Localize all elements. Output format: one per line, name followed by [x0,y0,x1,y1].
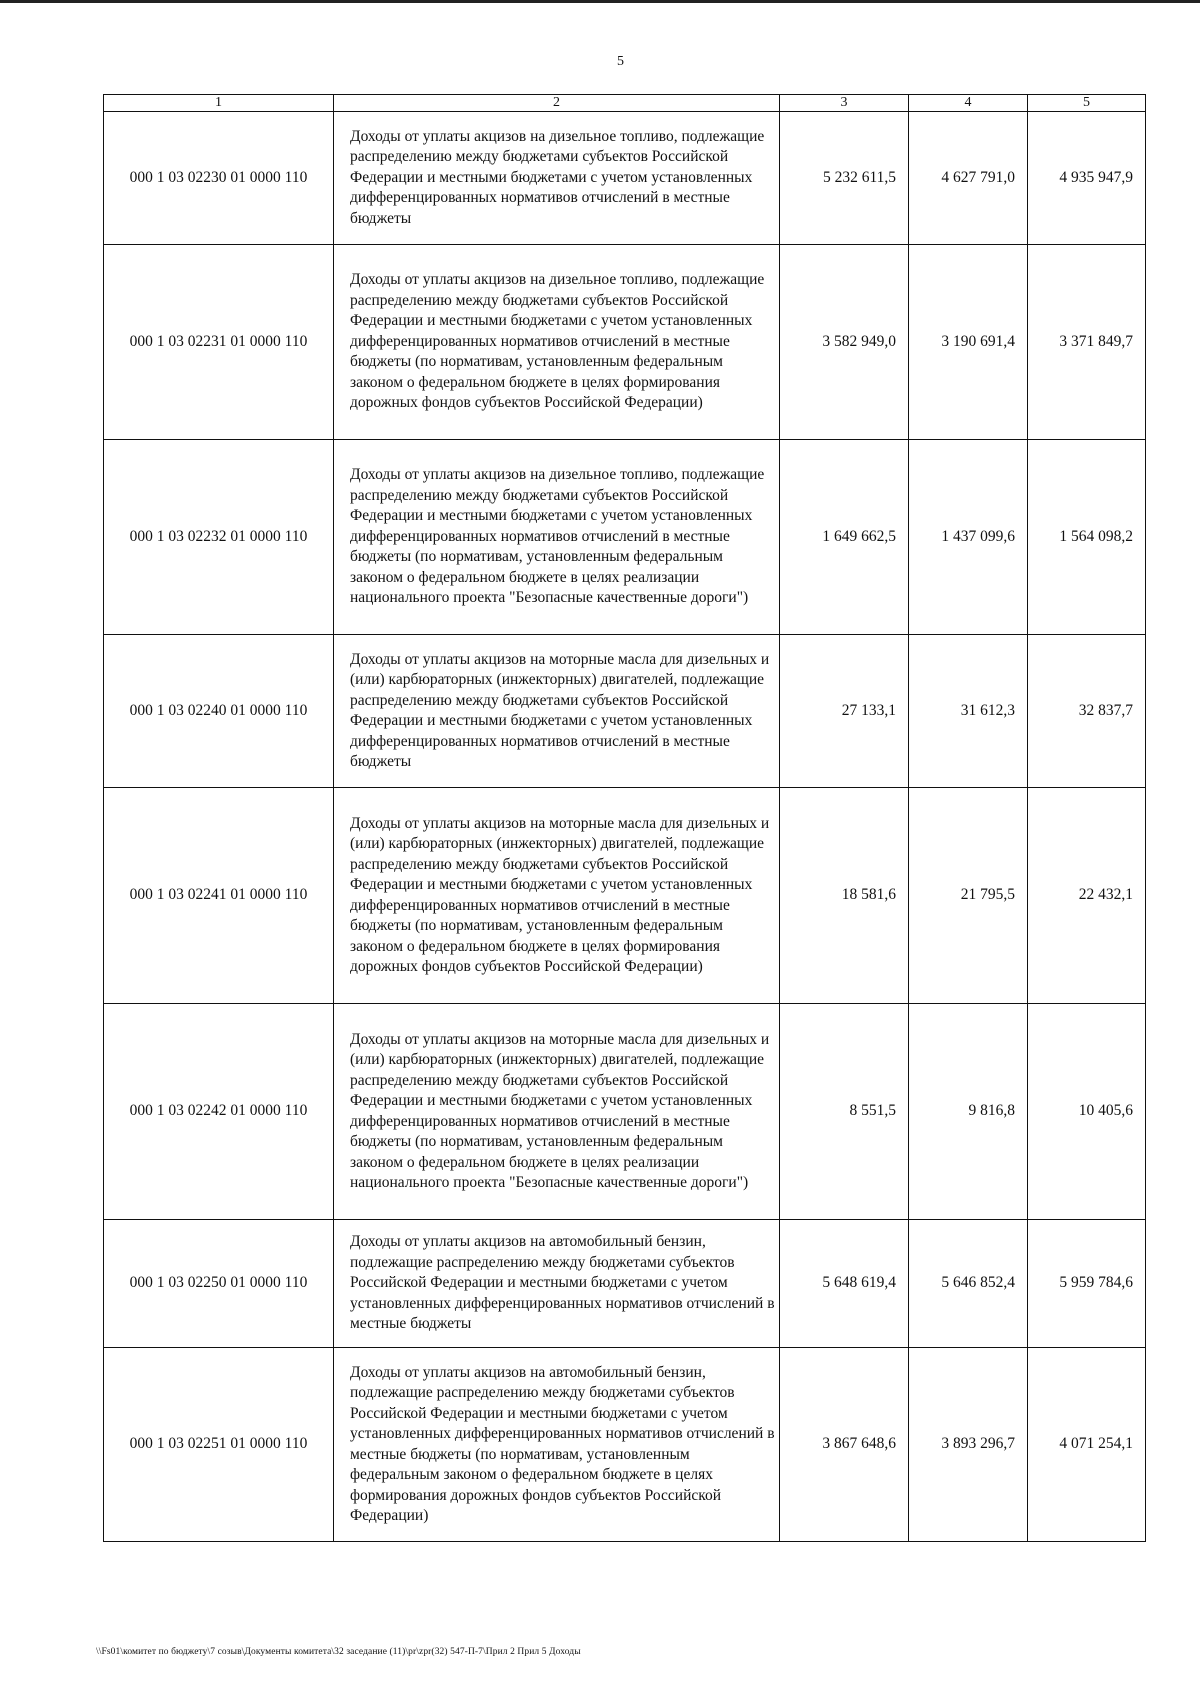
value-col5-cell: 3 371 849,7 [1028,245,1146,440]
table-row [104,440,1146,635]
revenue-name-cell: Доходы от уплаты акцизов на моторные масла для дизельных и (или) карбюраторных (инжекторных) двигателей, подлежащие распределению между бюджетами субъектов Российской Федерации и местными бюджетами с учетом установленных дифференцированных нормативов отчислений в местные бюджеты (по нормативам, установленным федеральным законом о федеральном бюджете в целях формирования дорожных фондов субъектов Российской Федерации) [334,788,780,1004]
value-col4-cell: 9 816,8 [909,1004,1028,1220]
revenue-table [103,94,1146,1542]
column-number-3: 3 [780,95,909,112]
column-number-4: 4 [909,95,1028,112]
value-col3-cell: 3 867 648,6 [780,1348,909,1542]
budget-code-cell: 000 1 03 02250 01 0000 110 [104,1220,334,1348]
value-col3-cell: 27 133,1 [780,635,909,788]
value-col5-cell: 10 405,6 [1028,1004,1146,1220]
revenue-name-cell: Доходы от уплаты акцизов на автомобильный бензин, подлежащие распределению между бюджетами субъектов Российской Федерации и местными бюджетами с учетом установленных дифференцированных нормативов отчислений в местные бюджеты (по нормативам, установленным федеральным законом о федеральном бюджете в целях формирования дорожных фондов субъектов Российской Федерации) [334,1348,780,1542]
value-col3-cell: 1 649 662,5 [780,440,909,635]
table-row [104,635,1146,788]
value-col3-cell: 5 648 619,4 [780,1220,909,1348]
table-row [104,112,1146,245]
value-col3-cell: 3 582 949,0 [780,245,909,440]
budget-code-cell: 000 1 03 02241 01 0000 110 [104,788,334,1004]
value-col4-cell: 3 893 296,7 [909,1348,1028,1542]
revenue-name-cell: Доходы от уплаты акцизов на дизельное топливо, подлежащие распределению между бюджетами субъектов Российской Федерации и местными бюджетами с учетом установленных дифференцированных нормативов отчислений в местные бюджеты [334,112,780,245]
column-number-1: 1 [104,95,334,112]
budget-code-cell: 000 1 03 02240 01 0000 110 [104,635,334,788]
value-col4-cell: 3 190 691,4 [909,245,1028,440]
budget-code-cell: 000 1 03 02251 01 0000 110 [104,1348,334,1542]
value-col3-cell: 18 581,6 [780,788,909,1004]
table-row [104,788,1146,1004]
top-border-line [0,0,1200,3]
table-row [104,245,1146,440]
page-number: 5 [617,54,624,69]
value-col5-cell: 5 959 784,6 [1028,1220,1146,1348]
budget-code-cell: 000 1 03 02232 01 0000 110 [104,440,334,635]
revenue-name-cell: Доходы от уплаты акцизов на моторные масла для дизельных и (или) карбюраторных (инжекторных) двигателей, подлежащие распределению между бюджетами субъектов Российской Федерации и местными бюджетами с учетом установленных дифференцированных нормативов отчислений в местные бюджеты (по нормативам, установленным федеральным законом о федеральном бюджете в целях реализации национального проекта "Безопасные качественные дороги") [334,1004,780,1220]
table-row [104,1348,1146,1542]
column-number-header-row [104,95,1146,112]
value-col3-cell: 8 551,5 [780,1004,909,1220]
value-col4-cell: 5 646 852,4 [909,1220,1028,1348]
value-col5-cell: 4 071 254,1 [1028,1348,1146,1542]
budget-code-cell: 000 1 03 02242 01 0000 110 [104,1004,334,1220]
revenue-name-cell: Доходы от уплаты акцизов на моторные масла для дизельных и (или) карбюраторных (инжекторных) двигателей, подлежащие распределению между бюджетами субъектов Российской Федерации и местными бюджетами с учетом установленных дифференцированных нормативов отчислений в местные бюджеты [334,635,780,788]
revenue-name-cell: Доходы от уплаты акцизов на дизельное топливо, подлежащие распределению между бюджетами субъектов Российской Федерации и местными бюджетами с учетом установленных дифференцированных нормативов отчислений в местные бюджеты (по нормативам, установленным федеральным законом о федеральном бюджете в целях реализации национального проекта "Безопасные качественные дороги") [334,440,780,635]
value-col3-cell: 5 232 611,5 [780,112,909,245]
value-col4-cell: 4 627 791,0 [909,112,1028,245]
column-number-5: 5 [1028,95,1146,112]
revenue-name-cell: Доходы от уплаты акцизов на автомобильный бензин, подлежащие распределению между бюджетами субъектов Российской Федерации и местными бюджетами с учетом установленных дифференцированных нормативов отчислений в местные бюджеты [334,1220,780,1348]
value-col5-cell: 22 432,1 [1028,788,1146,1004]
revenue-name-cell: Доходы от уплаты акцизов на дизельное топливо, подлежащие распределению между бюджетами субъектов Российской Федерации и местными бюджетами с учетом установленных дифференцированных нормативов отчислений в местные бюджеты (по нормативам, установленным федеральным законом о федеральном бюджете в целях формирования дорожных фондов субъектов Российской Федерации) [334,245,780,440]
budget-code-cell: 000 1 03 02230 01 0000 110 [104,112,334,245]
value-col5-cell: 4 935 947,9 [1028,112,1146,245]
table-row [104,1220,1146,1348]
value-col4-cell: 1 437 099,6 [909,440,1028,635]
column-number-2: 2 [334,95,780,112]
value-col5-cell: 32 837,7 [1028,635,1146,788]
value-col4-cell: 31 612,3 [909,635,1028,788]
value-col5-cell: 1 564 098,2 [1028,440,1146,635]
file-path-footer: \\Fs01\комитет по бюджету\7 созыв\Документы комитета\32 заседание (11)\pr\zpr(32) 547-П-7\Прил 2 Прил 5 Доходы [96,1647,581,1657]
budget-code-cell: 000 1 03 02231 01 0000 110 [104,245,334,440]
value-col4-cell: 21 795,5 [909,788,1028,1004]
table-row [104,1004,1146,1220]
